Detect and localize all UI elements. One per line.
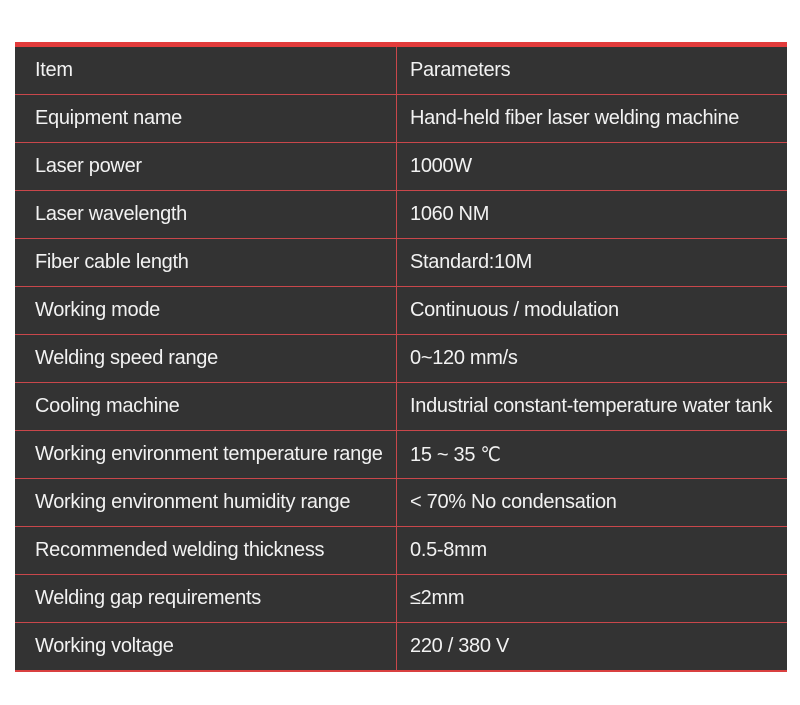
row-parameter: 1000W bbox=[397, 143, 788, 191]
header-item: Item bbox=[15, 45, 397, 95]
table-row bbox=[15, 431, 787, 479]
row-parameter: 220 / 380 V bbox=[410, 635, 510, 657]
table-row bbox=[15, 623, 787, 672]
row-item: Working voltage bbox=[15, 623, 397, 672]
row-item: Welding gap requirements bbox=[15, 575, 397, 623]
row-item: Recommended welding thickness bbox=[15, 527, 397, 575]
header-parameters: Parameters bbox=[397, 45, 788, 95]
row-parameter: < 70% No condensation bbox=[397, 479, 788, 527]
row-parameter: Hand-held fiber laser welding machine bbox=[397, 95, 788, 143]
row-item: Working mode bbox=[15, 287, 397, 335]
spec-table bbox=[15, 42, 787, 672]
row-item: Welding speed range bbox=[15, 335, 397, 383]
row-parameter: 15 ~ 35 ℃ bbox=[397, 431, 788, 479]
row-item: Fiber cable length bbox=[15, 239, 397, 287]
row-parameter: 0~120 mm/s bbox=[397, 335, 788, 383]
row-parameter: Industrial constant-temperature water tank bbox=[397, 383, 788, 431]
row-item: Working environment humidity range bbox=[15, 479, 397, 527]
row-parameter: ≤2mm bbox=[397, 575, 788, 623]
table-row bbox=[15, 479, 787, 527]
row-parameter: 0.5-8mm bbox=[397, 527, 788, 575]
table-row bbox=[15, 143, 787, 191]
table-row bbox=[15, 287, 787, 335]
row-item: Laser power bbox=[15, 143, 397, 191]
table-row bbox=[15, 575, 787, 623]
table-row bbox=[15, 527, 787, 575]
table-row bbox=[15, 95, 787, 143]
row-item: Working environment temperature range bbox=[15, 431, 397, 479]
row-item: Equipment name bbox=[15, 95, 397, 143]
row-item: Cooling machine bbox=[15, 383, 397, 431]
table-row bbox=[15, 239, 787, 287]
row-item: Laser wavelength bbox=[15, 191, 397, 239]
table-row bbox=[15, 191, 787, 239]
row-parameter: 1060 NM bbox=[397, 191, 788, 239]
row-parameter: Standard:10M bbox=[397, 239, 788, 287]
row-parameter: Continuous / modulation bbox=[397, 287, 788, 335]
table-header-row bbox=[15, 45, 787, 95]
table-row bbox=[15, 383, 787, 431]
table-row bbox=[15, 335, 787, 383]
